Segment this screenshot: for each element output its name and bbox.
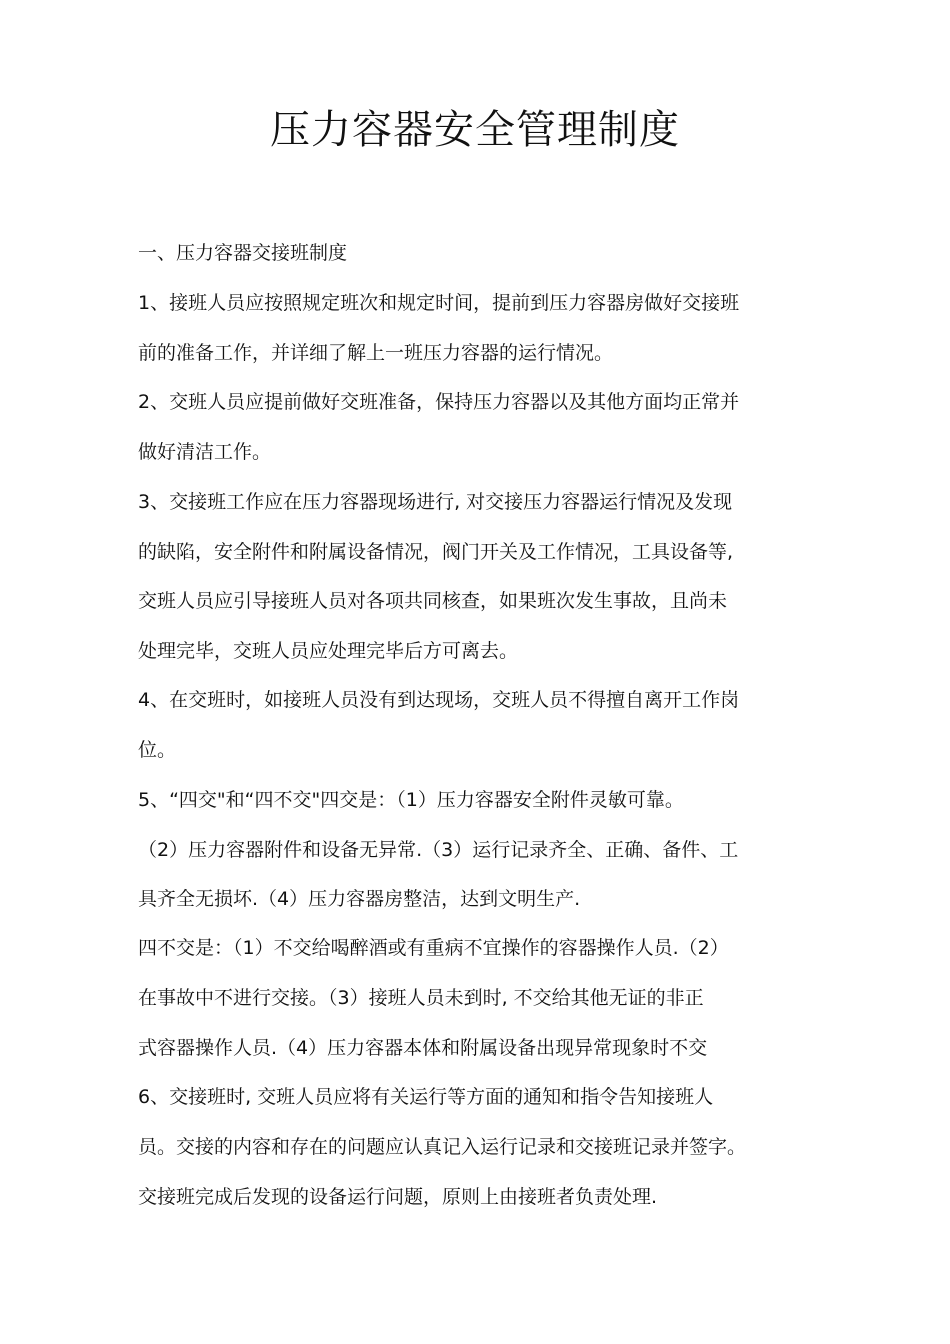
paragraph-line: 2、交班人员应提前做好交班准备，保持压力容器以及其他方面均正常并 (138, 391, 740, 413)
paragraph-line: 式容器操作人员.（4）压力容器本体和附属设备出现异常现象时不交 (138, 1037, 708, 1059)
paragraph-line: 交班人员应引导接班人员对各项共同核查，如果班次发生事故，且尚未 (138, 590, 728, 612)
paragraph-line: 员。交接的内容和存在的问题应认真记入运行记录和交接班记录并签字。 (138, 1136, 747, 1158)
paragraph-line: 1、接班人员应按照规定班次和规定时间，提前到压力容器房做好交接班 (138, 292, 740, 314)
paragraph-line: 四不交是：（1）不交给喝醉酒或有重病不宜操作的容器操作人员.（2） (138, 937, 729, 959)
paragraph-line: 交接班完成后发现的设备运行问题，原则上由接班者负责处理. (138, 1186, 658, 1208)
paragraph-line: 5、“四交"和“四不交"四交是：（1）压力容器安全附件灵敏可靠。 (138, 789, 684, 811)
paragraph-line: 具齐全无损坏.（4）压力容器房整洁，达到文明生产. (138, 888, 581, 910)
paragraph-line: 前的准备工作，并详细了解上一班压力容器的运行情况。 (138, 342, 614, 364)
paragraph-line: 的缺陷，安全附件和附属设备情况，阀门开关及工作情况，工具设备等, (138, 541, 734, 563)
paragraph-line: 6、交接班时, 交班人员应将有关运行等方面的通知和指令告知接班人 (138, 1086, 714, 1108)
paragraph-line: 在事故中不进行交接。（3）接班人员未到时, 不交给其他无证的非正 (138, 987, 704, 1009)
paragraph-line: 3、交接班工作应在压力容器现场进行, 对交接压力容器运行情况及发现 (138, 491, 733, 513)
paragraph-line: 位。 (138, 739, 177, 761)
paragraph-line: 做好清洁工作。 (138, 441, 272, 463)
section-heading: 一、压力容器交接班制度 (138, 242, 348, 264)
document-title: 压力容器安全管理制度 (270, 107, 680, 153)
paragraph-line: （2）压力容器附件和设备无异常.（3）运行记录齐全、正确、备件、工 (138, 839, 739, 861)
paragraph-line: 4、在交班时，如接班人员没有到达现场，交班人员不得擅自离开工作岗 (138, 689, 740, 711)
paragraph-line: 处理完毕，交班人员应处理完毕后方可离去。 (138, 640, 519, 662)
